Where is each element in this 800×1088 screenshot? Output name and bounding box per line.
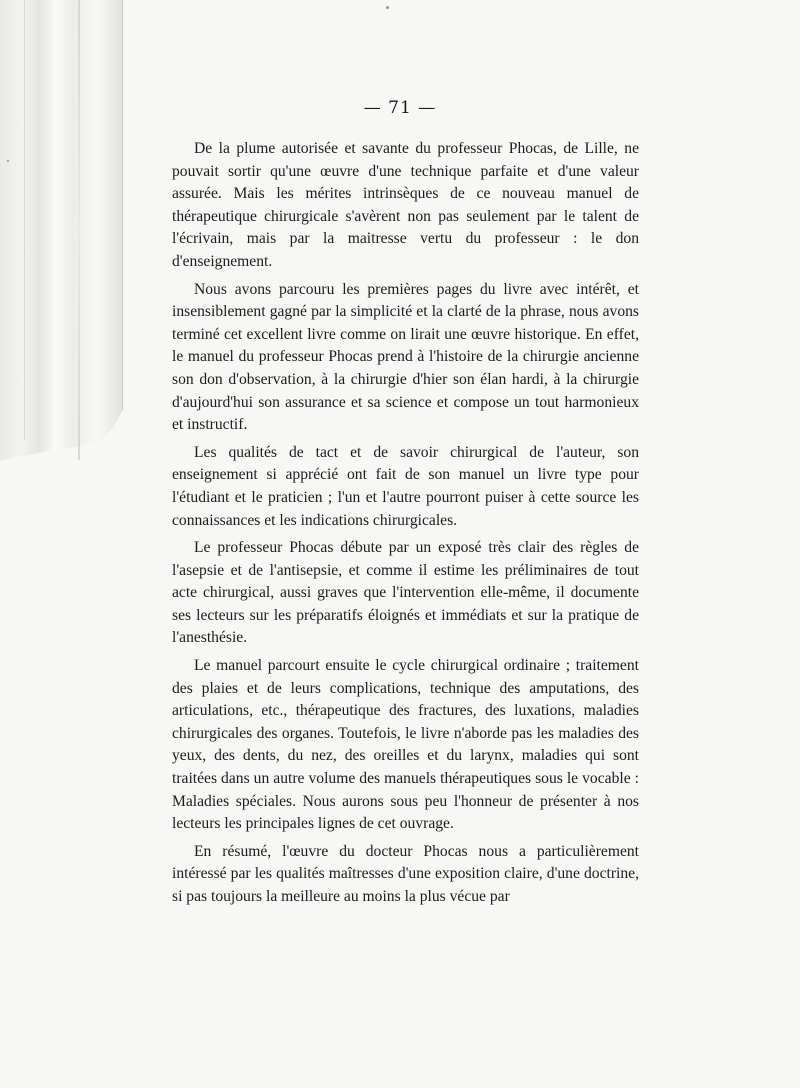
paragraph: En résumé, l'œuvre du docteur Phocas nous a particulièrement intéressé par les qualités maîtresses d'une exposition claire, d'une doctrine, si pas toujours la meilleure au moins la plus vécue par [172, 842, 639, 905]
fold-crease [78, 0, 80, 460]
paragraph: Le manuel parcourt ensuite le cycle chirurgical ordinaire ; traitement des plaies et de leurs complications, technique des amputations, des articulations, etc., thérapeutique des fractures, des luxations, maladies chirurgicales des organes. Toutefois, le livre n'aborde pas les maladies des yeux, des dents, du nez, des oreilles et du larynx, maladies qui sont traitées dans un autre volume des manuels thérapeutiques sous le vocable : Maladies spéciales. Nous aurons sous peu l'honneur de présenter à nos lecteurs les principales lignes de cet ouvrage. [172, 657, 639, 833]
paragraph: De la plume autorisée et savante du professeur Phocas, de Lille, ne pouvait sortir qu'une œuvre d'une technique parfaite et d'une valeur assurée. Mais les mérites intrinsèques de ce nouveau manuel de thérapeutique chirurgicale s'avèrent non pas seulement par le talent de l'écrivain, mais par la maitresse vertu du professeur : le don d'enseignement. [172, 140, 639, 270]
fold-edge-line [24, 0, 25, 440]
ink-speck [7, 160, 9, 162]
paragraph: Nous avons parcouru les premières pages du livre avec intérêt, et insensiblement gagné par la simplicité et la clarté de la phrase, nous avons terminé cet excellent livre comme on lirait une œuvre historique. En effet, le manuel du professeur Phocas prend à l'histoire de la chirurgie ancienne son don d'observation, à la chirurgie d'hier son élan hardi, à la chirurgie d'aujourd'hui son assurance et sa science et compose un tout harmonieux et instructif. [172, 280, 639, 434]
body-text [172, 138, 639, 914]
ink-speck [386, 6, 389, 9]
paragraph: Les qualités de tact et de savoir chirurgical de l'auteur, son enseignement si apprécié ont fait de son manuel un livre type pour l'étudiant et le praticien ; l'un et l'autre pourront puiser à cette source les connaissances et les indications chirurgicales. [172, 443, 639, 529]
page-number: — 71 — [363, 98, 437, 118]
folded-paper-edge [0, 0, 123, 465]
paragraph: Le professeur Phocas débute par un exposé très clair des règles de l'asepsie et de l'antisepsie, et comme il estime les préliminaires de tout acte chirurgical, aussi graves que l'intervention elle-même, il documente ses lecteurs sur les préparatifs éloignés et immédiats et sur la pratique de l'anesthésie. [172, 539, 639, 647]
